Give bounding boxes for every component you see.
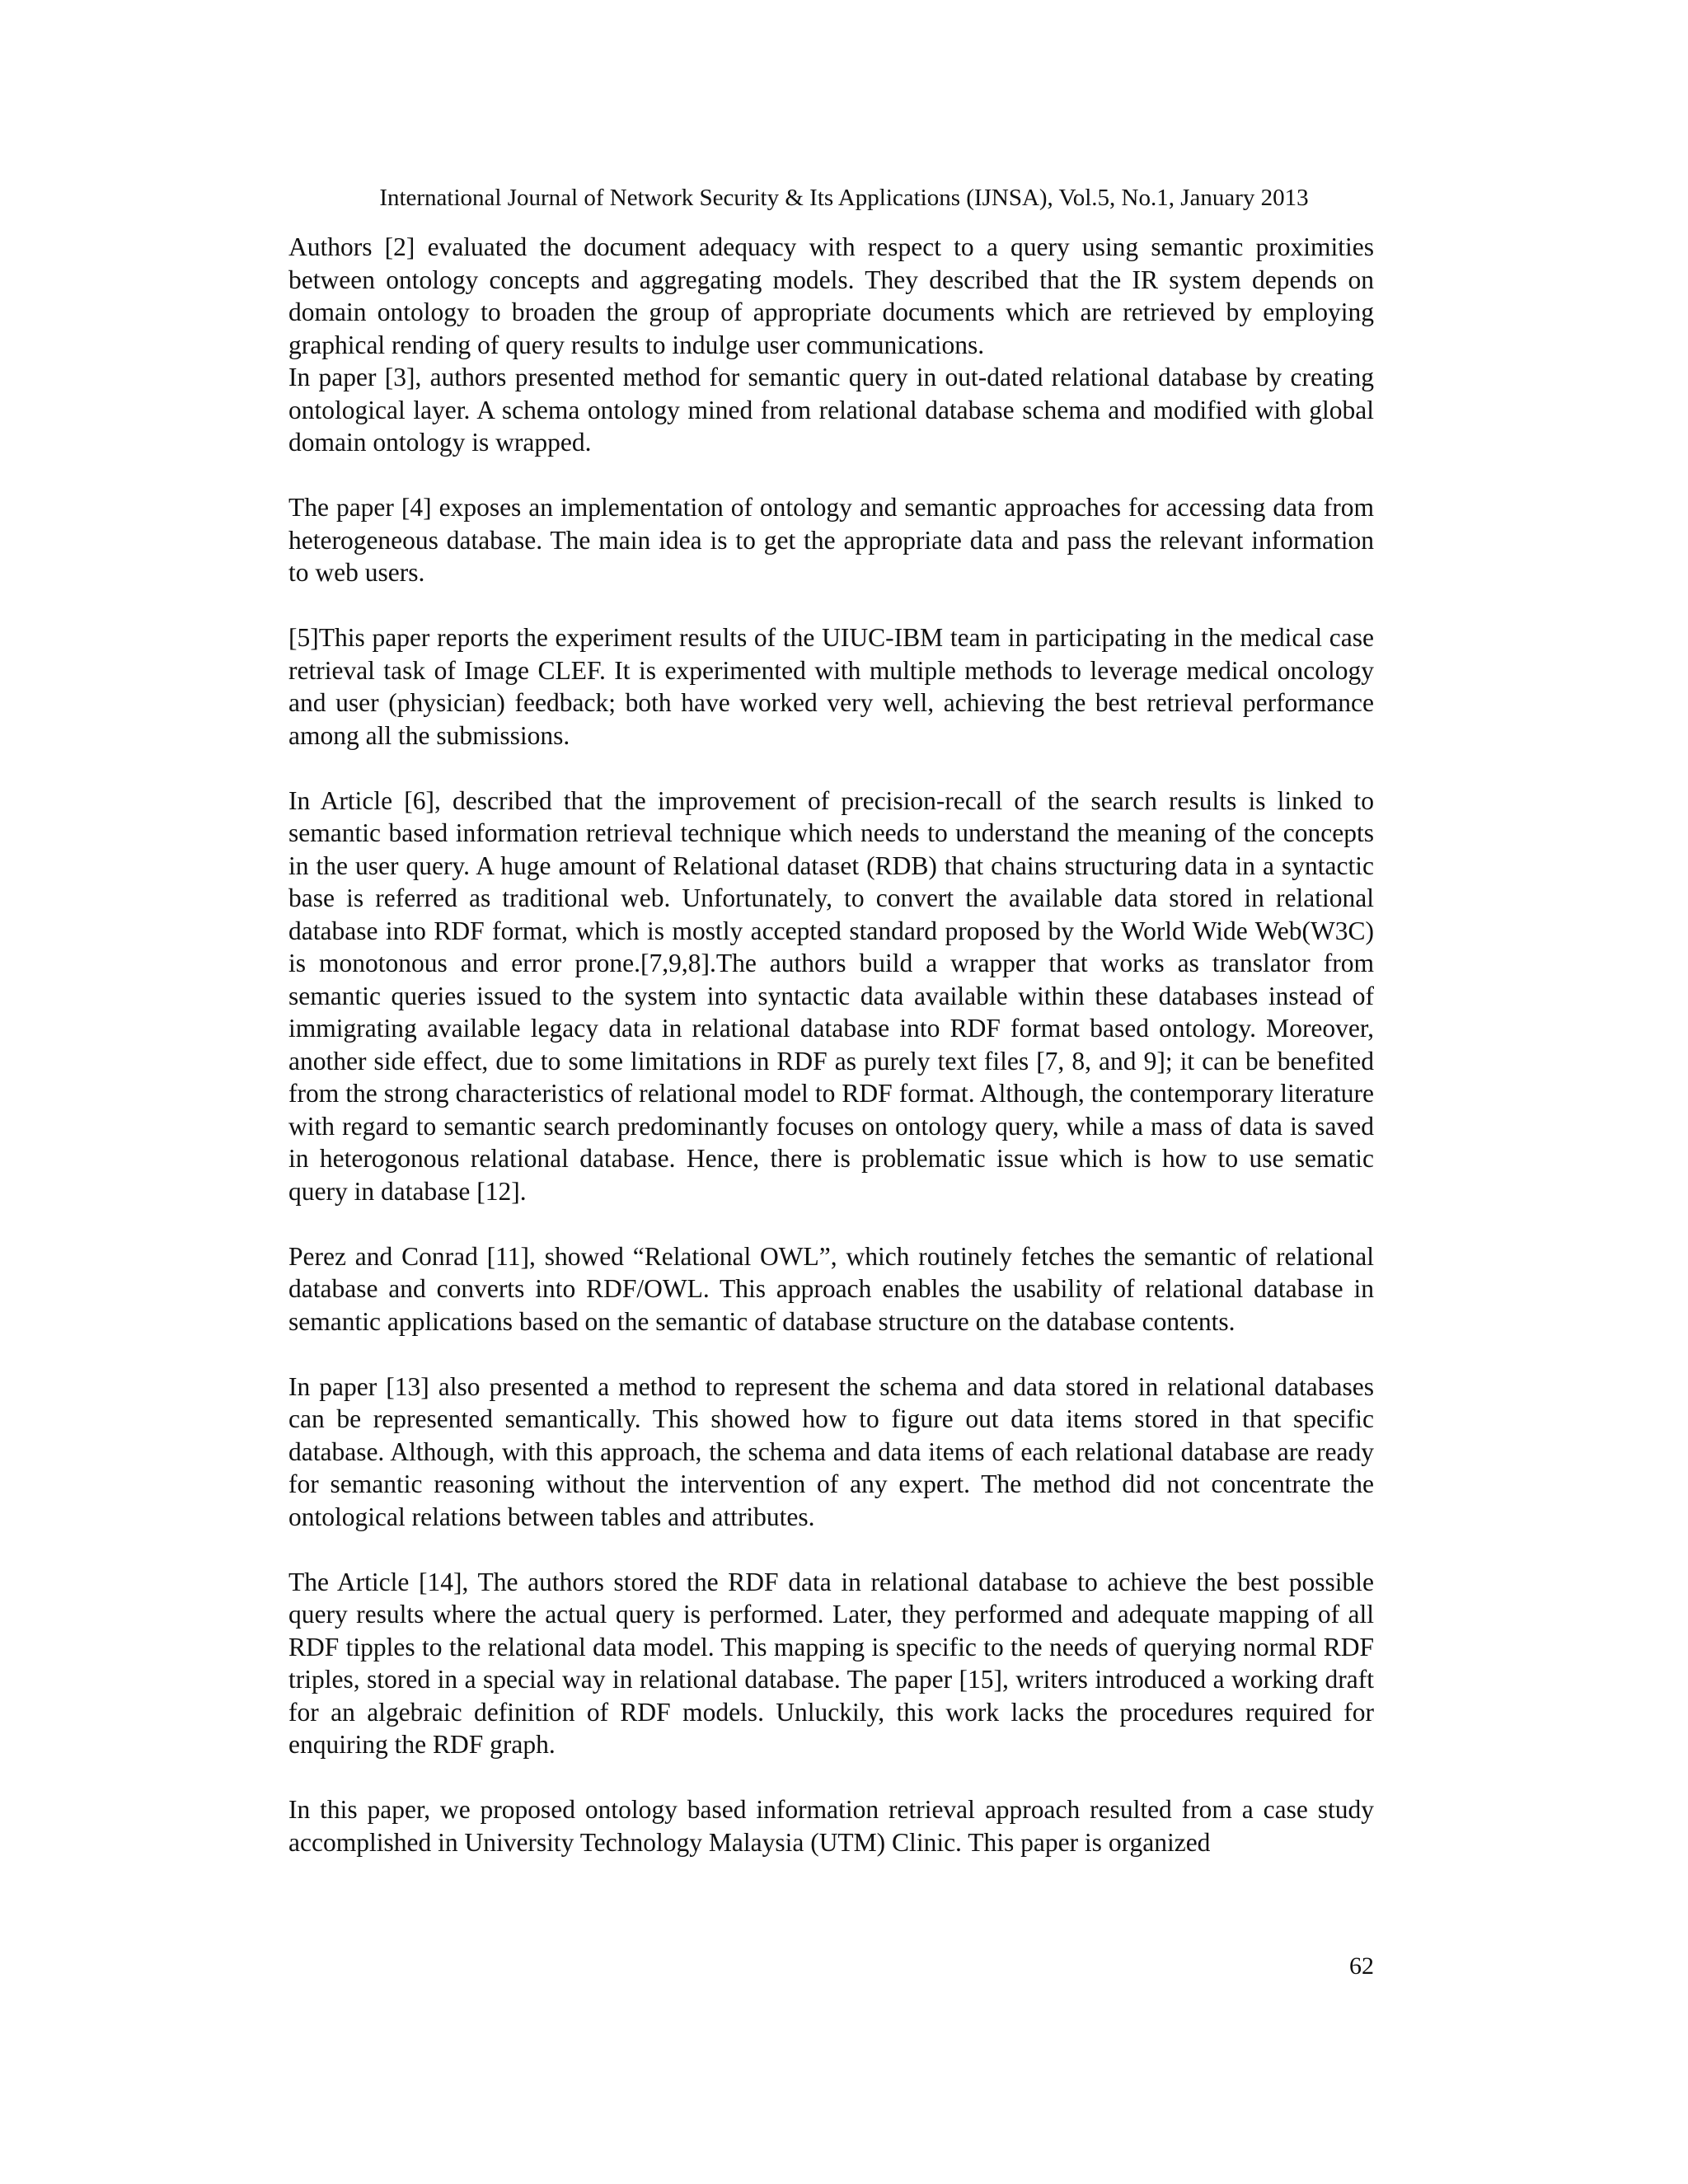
paragraph-related-work-14: The Article [14], The authors stored the RDF data in relational database to achieve the best possible query results where the actual query is performed. Later, they performed and adequate mapping of all RDF tipples to the relational data model. This mapping is specific to the needs of querying normal RDF triples, stored in a special way in relational database. The paper [15], writers introduced a working draft for an algebraic definition of RDF models. Unluckily, this work lacks the procedures required for enquiring the RDF graph. — [288, 1567, 1374, 1759]
paragraph-related-work-13: In paper [13] also presented a method to represent the schema and data stored in relational databases can be represented semantically. This showed how to figure out data items stored in that specific database. Although, with this approach, the schema and data items of each relational database are ready for semantic reasoning without the intervention of any expert. The method did not concentrate the ontological relations between tables and attributes. — [288, 1371, 1374, 1531]
paragraph-related-work-3: In paper [3], authors presented method for semantic query in out-dated relational database by creating ontological layer. A schema ontology mined from relational database schema and modified with global domain ontology is wrapped. — [288, 363, 1374, 457]
paragraph-this-paper: In this paper, we proposed ontology based information retrieval approach resulted from a case study accomplished in University Technology Malaysia (UTM) Clinic. This paper is organized — [288, 1795, 1374, 1857]
paragraph-related-work-6: In Article [6], described that the improvement of precision-recall of the search results is linked to semantic based information retrieval technique which needs to understand the meaning of the concepts in the user query. A huge amount of Relational dataset (RDB) that chains structuring data in a syntactic base is referred as traditional web. Unfortunately, to convert the available data stored in relational database into RDF format, which is mostly accepted standard proposed by the World Wide Web(W3C) is monotonous and error prone.[7,9,8].The authors build a wrapper that works as translator from semantic queries issued to the system into syntactic data available within these databases instead of immigrating available legacy data in relational database into RDF format based ontology. Moreover, another side effect, due to some limitations in RDF as purely text files [7, 8, and 9]; it can be benefited from the strong characteristics of relational model to RDF format. Although, the contemporary literature with regard to semantic search predominantly focuses on ontology query, while a mass of data is saved in heterogonous relational database. Hence, there is problematic issue which is how to use sematic query in database [12]. — [288, 785, 1374, 1206]
paragraph-relational-owl: Perez and Conrad [11], showed “Relational OWL”, which routinely fetches the semantic of relational database and converts into RDF/OWL. This approach enables the usability of relational database in semantic applications based on the semantic of database structure on the database contents. — [288, 1241, 1374, 1336]
paragraph-related-work-2: Authors [2] evaluated the document adequacy with respect to a query using semantic proximities between ontology concepts and aggregating models. They described that the IR system depends on domain ontology to broaden the group of appropriate documents which are retrieved by employing graphical rending of query results to indulge user communications. — [288, 232, 1374, 359]
paragraph-related-work-5: [5]This paper reports the experiment results of the UIUC-IBM team in participating in the medical case retrieval task of Image CLEF. It is experimented with multiple methods to leverage medical oncology and user (physician) feedback; both have worked very well, achieving the best retrieval performance among all the submissions. — [288, 623, 1374, 750]
page-number: 62 — [1349, 1952, 1374, 1980]
body-text — [288, 231, 1374, 1858]
running-header: International Journal of Network Security & Its Applications (IJNSA), Vol.5, No.1, January 2013 — [379, 185, 1309, 211]
paragraph-related-work-4: The paper [4] exposes an implementation of ontology and semantic approaches for accessing data from heterogeneous database. The main idea is to get the appropriate data and pass the relevant information to web users. — [288, 493, 1374, 587]
